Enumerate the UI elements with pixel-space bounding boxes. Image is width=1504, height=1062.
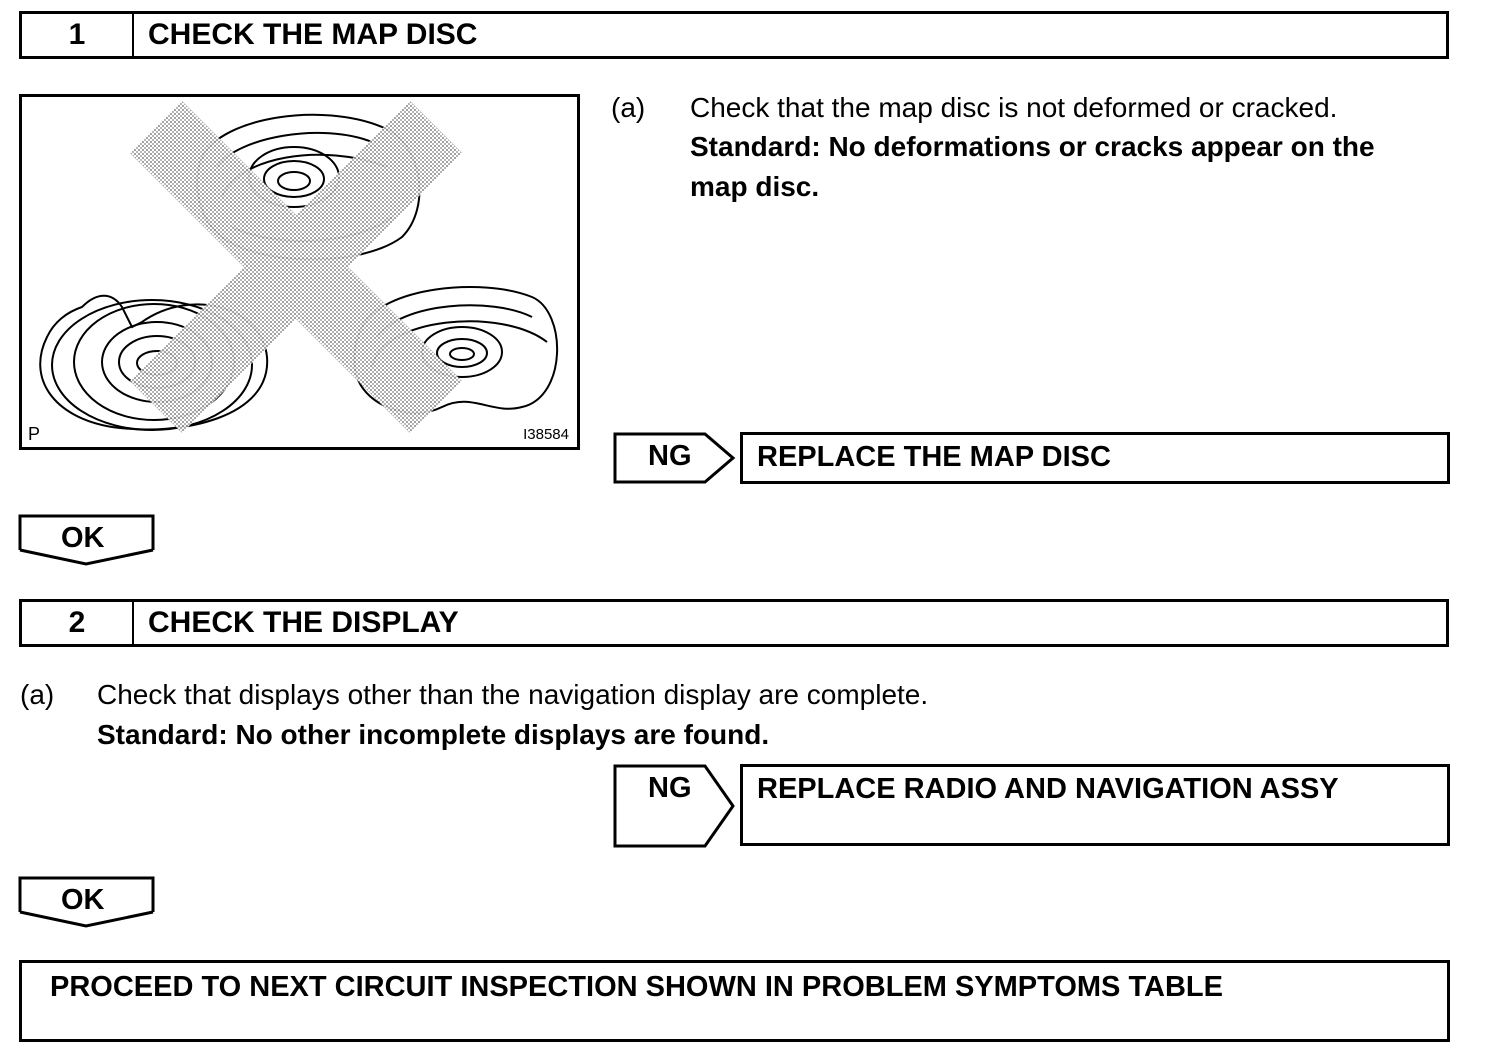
step-1-standard-line-1: Standard: No deformations or cracks appear on the bbox=[690, 131, 1375, 162]
damaged-disc-drawing bbox=[22, 97, 577, 447]
step-2-header bbox=[19, 599, 1449, 647]
step-2-title: CHECK THE DISPLAY bbox=[148, 606, 459, 639]
step-1-standard-line-2: map disc. bbox=[690, 171, 820, 202]
step-1-ok-label: OK bbox=[61, 522, 105, 554]
step-2-instruction: Check that displays other than the navigation display are complete. bbox=[97, 679, 929, 710]
step-1-ng-label: NG bbox=[648, 440, 692, 472]
figure-id: I38584 bbox=[523, 426, 569, 443]
step-2-ok-label: OK bbox=[61, 884, 105, 916]
step-1-number: 1 bbox=[22, 14, 134, 56]
step-1-title: CHECK THE MAP DISC bbox=[148, 18, 478, 51]
step-2-standard: Standard: No other incomplete displays are found. bbox=[97, 719, 770, 750]
step-2-item-marker: (a) bbox=[20, 679, 55, 710]
step-1-instruction: Check that the map disc is not deformed or cracked. bbox=[690, 92, 1338, 123]
map-disc-illustration bbox=[19, 94, 580, 450]
step-1-header bbox=[19, 11, 1449, 59]
figure-corner-label: P bbox=[28, 424, 41, 444]
step-2-ng-label: NG bbox=[648, 772, 692, 804]
step-1-item-marker: (a) bbox=[611, 92, 646, 123]
step-2-ng-action: REPLACE RADIO AND NAVIGATION ASSY bbox=[740, 764, 1450, 846]
final-action-box: PROCEED TO NEXT CIRCUIT INSPECTION SHOWN IN PROBLEM SYMPTOMS TABLE bbox=[19, 960, 1450, 1042]
step-2-number: 2 bbox=[22, 602, 134, 644]
step-1-ng-action: REPLACE THE MAP DISC bbox=[740, 432, 1450, 484]
